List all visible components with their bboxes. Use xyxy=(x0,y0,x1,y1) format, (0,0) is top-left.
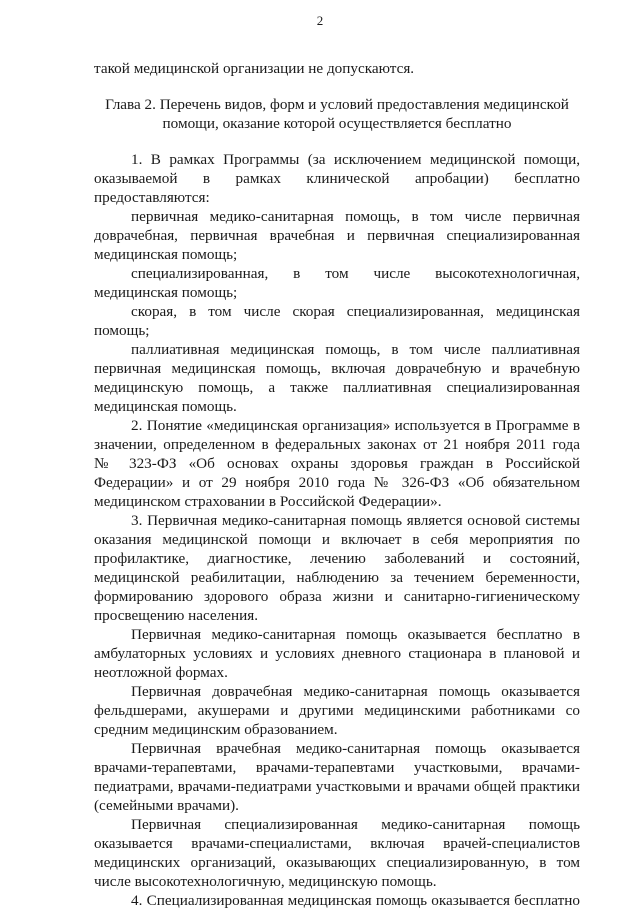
text-line: (семейными врачами). xyxy=(94,797,239,814)
text-line: неотложной формах. xyxy=(94,664,228,681)
page-number: 2 xyxy=(316,13,324,28)
text-line: педиатрами, врачами-педиатрами участковыми и врачами общей практики xyxy=(94,778,580,795)
text-line: фельдшерами, акушерами и другими медицинскими работниками со xyxy=(94,702,580,719)
text-line: скорая, в том числе скорая специализированная, медицинская xyxy=(131,303,580,320)
text-line: средним медицинским образованием. xyxy=(94,721,338,738)
text-line: медицинскую помощь, а также паллиативная специализированная xyxy=(94,379,580,396)
text-line: № 323-ФЗ «Об основах охраны здоровья граждан в Российской xyxy=(94,455,580,472)
text-line: Первичная медико-санитарная помощь оказывается бесплатно в xyxy=(131,626,580,643)
text-line: такой медицинской организации не допускаются. xyxy=(94,60,415,77)
text-line: амбулаторных условиях и условиях дневного стационара в плановой и xyxy=(94,645,580,662)
text-line: значении, определенном в федеральных законах от 21 ноября 2011 года xyxy=(94,436,580,453)
text-line: оказывается врачами-специалистами, включая врачей-специалистов xyxy=(94,835,580,852)
text-line: помощь; xyxy=(94,322,150,339)
text-line: 3. Первичная медико-санитарная помощь является основой системы xyxy=(131,512,580,529)
text-line: медицинская помощь. xyxy=(94,398,237,415)
text-line: медицинских организаций, оказывающих специализированную, в том xyxy=(94,854,580,871)
text-line: Первичная врачебная медико-санитарная помощь оказывается xyxy=(131,740,580,757)
text-line: медицинской реабилитации, наблюдению за течением беременности, xyxy=(94,569,580,586)
text-line: паллиативная медицинская помощь, в том числе паллиативная xyxy=(131,341,580,358)
text-line: просвещению населения. xyxy=(94,607,258,624)
text-line: Первичная доврачебная медико-санитарная помощь оказывается xyxy=(131,683,580,700)
text-line: 2. Понятие «медицинская организация» используется в Программе в xyxy=(131,417,580,434)
text-line: первичная медико-санитарная помощь, в том числе первичная xyxy=(131,208,580,225)
text-line: доврачебная, первичная врачебная и первичная специализированная xyxy=(94,227,580,244)
text-line: специализированная, в том числе высокотехнологичная, xyxy=(131,265,580,282)
text-line: первичная медицинская помощь, включая доврачебную и врачебную xyxy=(94,360,580,377)
text-line: медицинская помощь; xyxy=(94,284,238,301)
text-line: оказываемой в рамках клинической апробации) бесплатно xyxy=(94,170,580,187)
chapter-title-line: Глава 2. Перечень видов, форм и условий предоставления медицинской xyxy=(105,96,569,113)
text-line: Федерации» и от 29 ноября 2010 года № 326-ФЗ «Об обязательном xyxy=(94,474,580,491)
text-line: Первичная специализированная медико-санитарная помощь xyxy=(131,816,580,833)
text-line: предоставляются: xyxy=(94,189,210,206)
text-line: 1. В рамках Программы (за исключением медицинской помощи, xyxy=(131,151,580,168)
text-line: 4. Специализированная медицинская помощь оказывается бесплатно xyxy=(131,892,580,909)
text-line: формированию здорового образа жизни и санитарно-гигиеническому xyxy=(94,588,580,605)
text-line: медицинская помощь; xyxy=(94,246,238,263)
text-line: врачами-терапевтами, врачами-терапевтами участковыми, врачами- xyxy=(94,759,580,776)
text-line: профилактике, диагностике, лечению заболеваний и состояний, xyxy=(94,550,580,567)
chapter-title-line: помощи, оказание которой осуществляется бесплатно xyxy=(162,115,512,132)
text-line: медицинском страховании в Российской Федерации». xyxy=(94,493,442,510)
text-line: числе высокотехнологичную, медицинскую помощь. xyxy=(94,873,437,890)
text-line: оказания медицинской помощи и включает в себя мероприятия по xyxy=(94,531,580,548)
